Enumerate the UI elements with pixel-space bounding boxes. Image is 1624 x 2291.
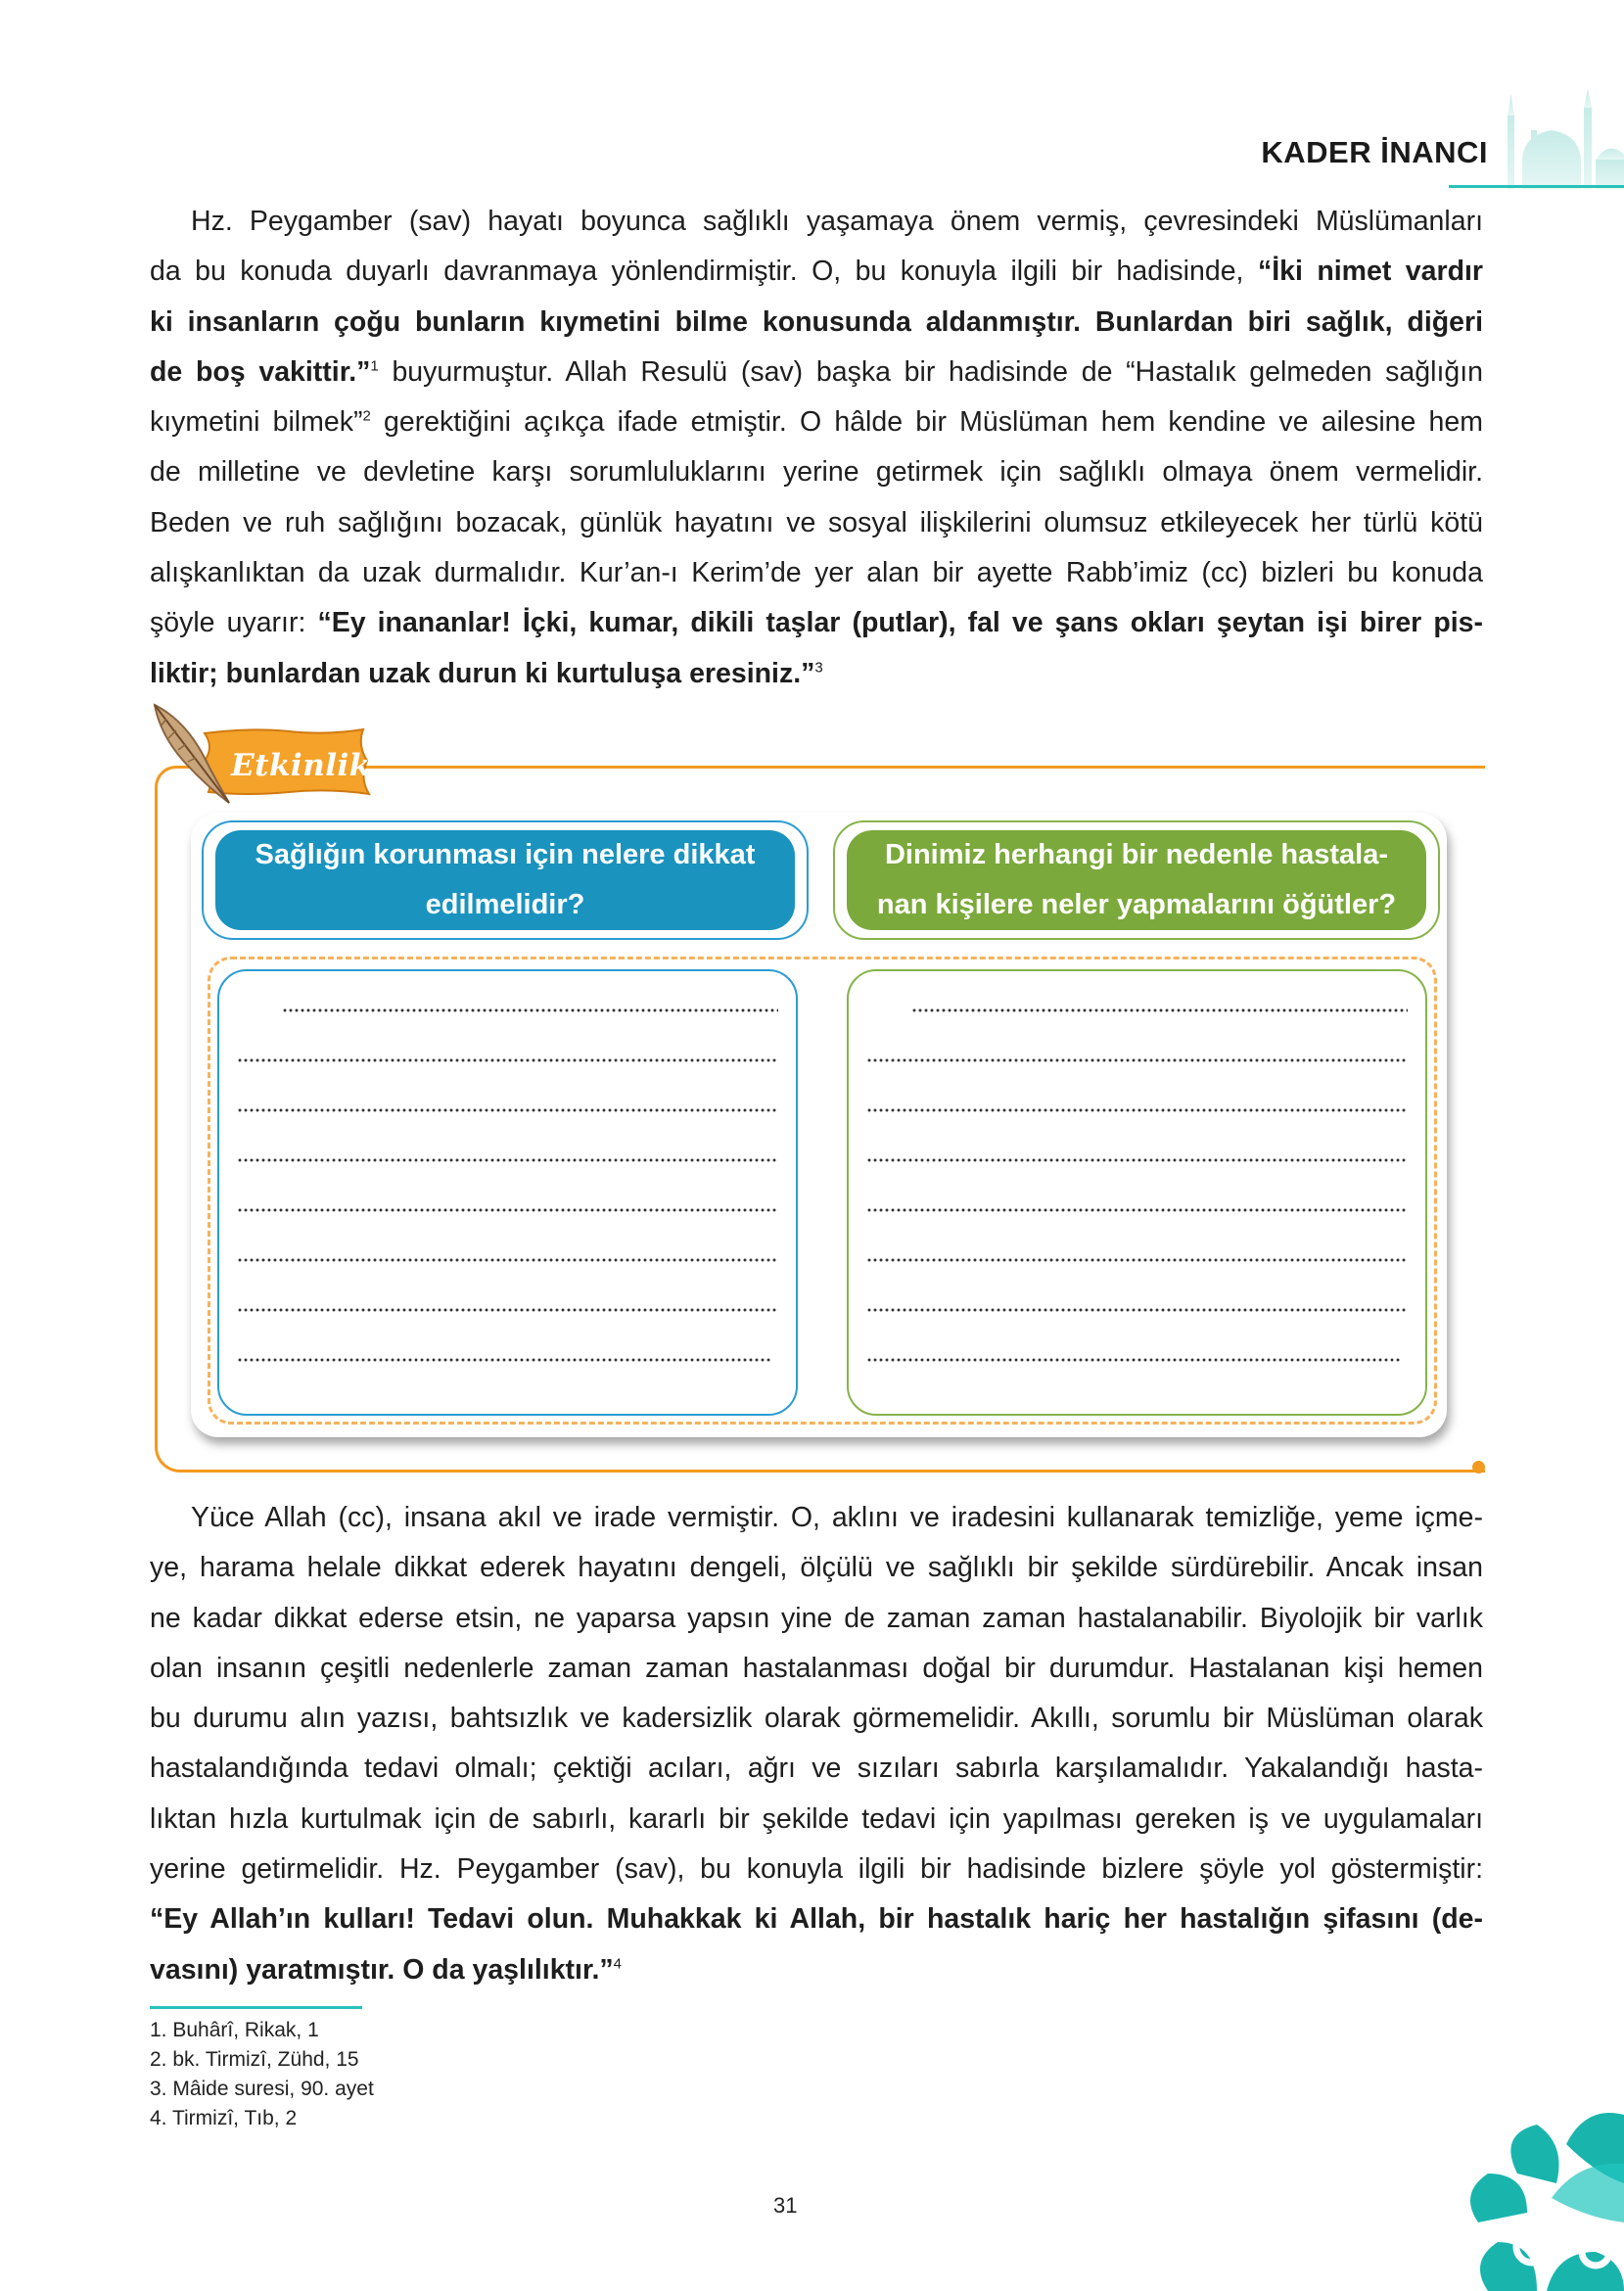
answer-line[interactable] (237, 1308, 778, 1312)
question-box-left (202, 820, 809, 940)
footnotes (150, 2016, 374, 2133)
answer-line[interactable] (866, 1358, 1402, 1362)
question-right: Dinimiz herhangi bir nedenle hastala-nan kişilere neler yapmalarını öğütler? (847, 830, 1426, 930)
text-line: hastalandığında tedavi olmalı; çektiği acıları, ağrı ve sızıları sabırla karşılamalıdır. Yakalandığı hasta- (150, 1753, 1483, 1785)
answer-line[interactable] (237, 1358, 772, 1362)
text-line: alışkanlıktan da uzak durmalıdır. Kur’an-ı Kerim’de yer alan bir ayette Rabb’imiz (cc) bizleri bu konuda (150, 557, 1483, 589)
answer-line[interactable] (237, 1108, 778, 1112)
text-line: de boş vakittir.”$^1$ buyurmuştur. Allah Resulü (sav) başka bir hadisinde de “Hastalık gelmeden sağlığın (150, 355, 1483, 388)
answer-line[interactable] (237, 1058, 778, 1062)
text-line: “Ey Allah’ın kulları! Tedavi olun. Muhakkak ki Allah, bir hastalık hariç her hastalığın şifasını (de- (150, 1903, 1483, 1936)
answer-area-left[interactable] (217, 969, 798, 1416)
footnote: 1. Buhârî, Rikak, 1 (150, 2019, 319, 2041)
text-line: vasını) yaratmıştır. O da yaşlılıktır.”$^4$ (150, 1953, 622, 1986)
text-line: şöyle uyarır: “Ey inananlar! İçki, kumar, dikili taşlar (putlar), fal ve şans okları şeytan işi birer pis- (150, 607, 1484, 639)
footnote-divider (150, 2006, 362, 2009)
chapter-title: KADER İNANCI (1261, 135, 1488, 169)
text-line: ne kadar dikkat ederse etsin, ne yaparsa yapsın yine de zaman zaman hastalanabilir. Biyolojik bir varlık (150, 1602, 1483, 1634)
answer-line[interactable] (911, 1008, 1408, 1012)
answer-line[interactable] (237, 1258, 778, 1262)
text-line: lıktan hızla kurtulmak için de sabırlı, kararlı bir şekilde tedavi için yapılması gereken iş ve uygulamaları (150, 1802, 1483, 1835)
answer-line[interactable] (866, 1108, 1408, 1112)
text-line: ki insanların çoğu bunların kıymetini bilme konusunda aldanmıştır. Bunlardan biri sağlık, diğeri (150, 305, 1483, 338)
mosque-icon (1498, 86, 1624, 189)
question-box-right (833, 820, 1440, 940)
page-number: 31 (773, 2193, 798, 2218)
text-line: olan insanın çeşitli nedenlerle zaman zaman hastalanması doğal bir durumdur. Hastalanan kişi hemen (150, 1652, 1483, 1684)
text-line: ye, harama helale dikkat ederek hayatını dengeli, ölçülü ve sağlıklı bir şekilde sürdürebilir. Ancak insan (150, 1552, 1483, 1584)
footnote: 4. Tirmizî, Tıb, 2 (150, 2107, 298, 2129)
floral-ornament-icon (1459, 2105, 1624, 2291)
header-divider (1449, 185, 1624, 188)
text-line: bu durumu alın yazısı, bahtsızlık ve kadersizlik olarak görmemelidir. Akıllı, sorumlu bir Müslüman olarak (150, 1703, 1483, 1735)
answer-line[interactable] (866, 1058, 1408, 1062)
answer-line[interactable] (866, 1208, 1408, 1212)
text-line: Beden ve ruh sağlığını bozacak, günlük hayatını ve sosyal ilişkilerini olumsuz etkileyecek her türlü kötü (150, 506, 1483, 538)
answer-area-right[interactable] (847, 969, 1427, 1416)
footnote: 2. bk. Tirmizî, Zühd, 15 (150, 2048, 359, 2071)
text-line: liktir; bunlardan uzak durun ki kurtuluşa eresiniz.”$^3$ (150, 657, 823, 689)
quill-icon (147, 701, 235, 809)
question-left: Sağlığın korunması için nelere dikkat edilmelidir? (215, 830, 795, 930)
paragraph-1 (150, 197, 1483, 699)
answer-line[interactable] (237, 1208, 778, 1212)
text-line: Hz. Peygamber (sav) hayatı boyunca sağlıklı yaşamaya önem vermiş, çevresindeki Müslümanları (191, 206, 1483, 237)
footnote: 3. Mâide suresi, 90. ayet (150, 2078, 374, 2100)
answer-line[interactable] (866, 1308, 1408, 1312)
text-line: da bu konuda duyarlı davranmaya yönlendirmiştir. O, bu konuyla ilgili bir hadisinde, “İki nimet vardır (150, 256, 1484, 288)
answer-line[interactable] (866, 1258, 1408, 1262)
paragraph-2 (150, 1493, 1483, 1995)
activity-label: Etkinlik (231, 748, 371, 783)
answer-line[interactable] (282, 1008, 778, 1012)
answer-line[interactable] (237, 1158, 778, 1162)
text-line: yerine getirmelidir. Hz. Peygamber (sav), bu konuyla ilgili bir hadisinde bizlere şöyle yol göstermiştir: (150, 1853, 1483, 1886)
text-line: de milletine ve devletine karşı sorumluluklarını yerine getirmek için sağlıklı olmaya önem vermelidir. (150, 456, 1483, 489)
text-line: Yüce Allah (cc), insana akıl ve irade vermiştir. O, aklını ve iradesini kullanarak temizliğe, yeme içme- (191, 1502, 1483, 1533)
text-line: kıymetini bilmek”$^2$ gerektiğini açıkça ifade etmiştir. O hâlde bir Müslüman hem kendine ve ailesine hem (150, 406, 1483, 439)
answer-line[interactable] (866, 1158, 1408, 1162)
activity-frame-dot (1472, 1461, 1485, 1473)
